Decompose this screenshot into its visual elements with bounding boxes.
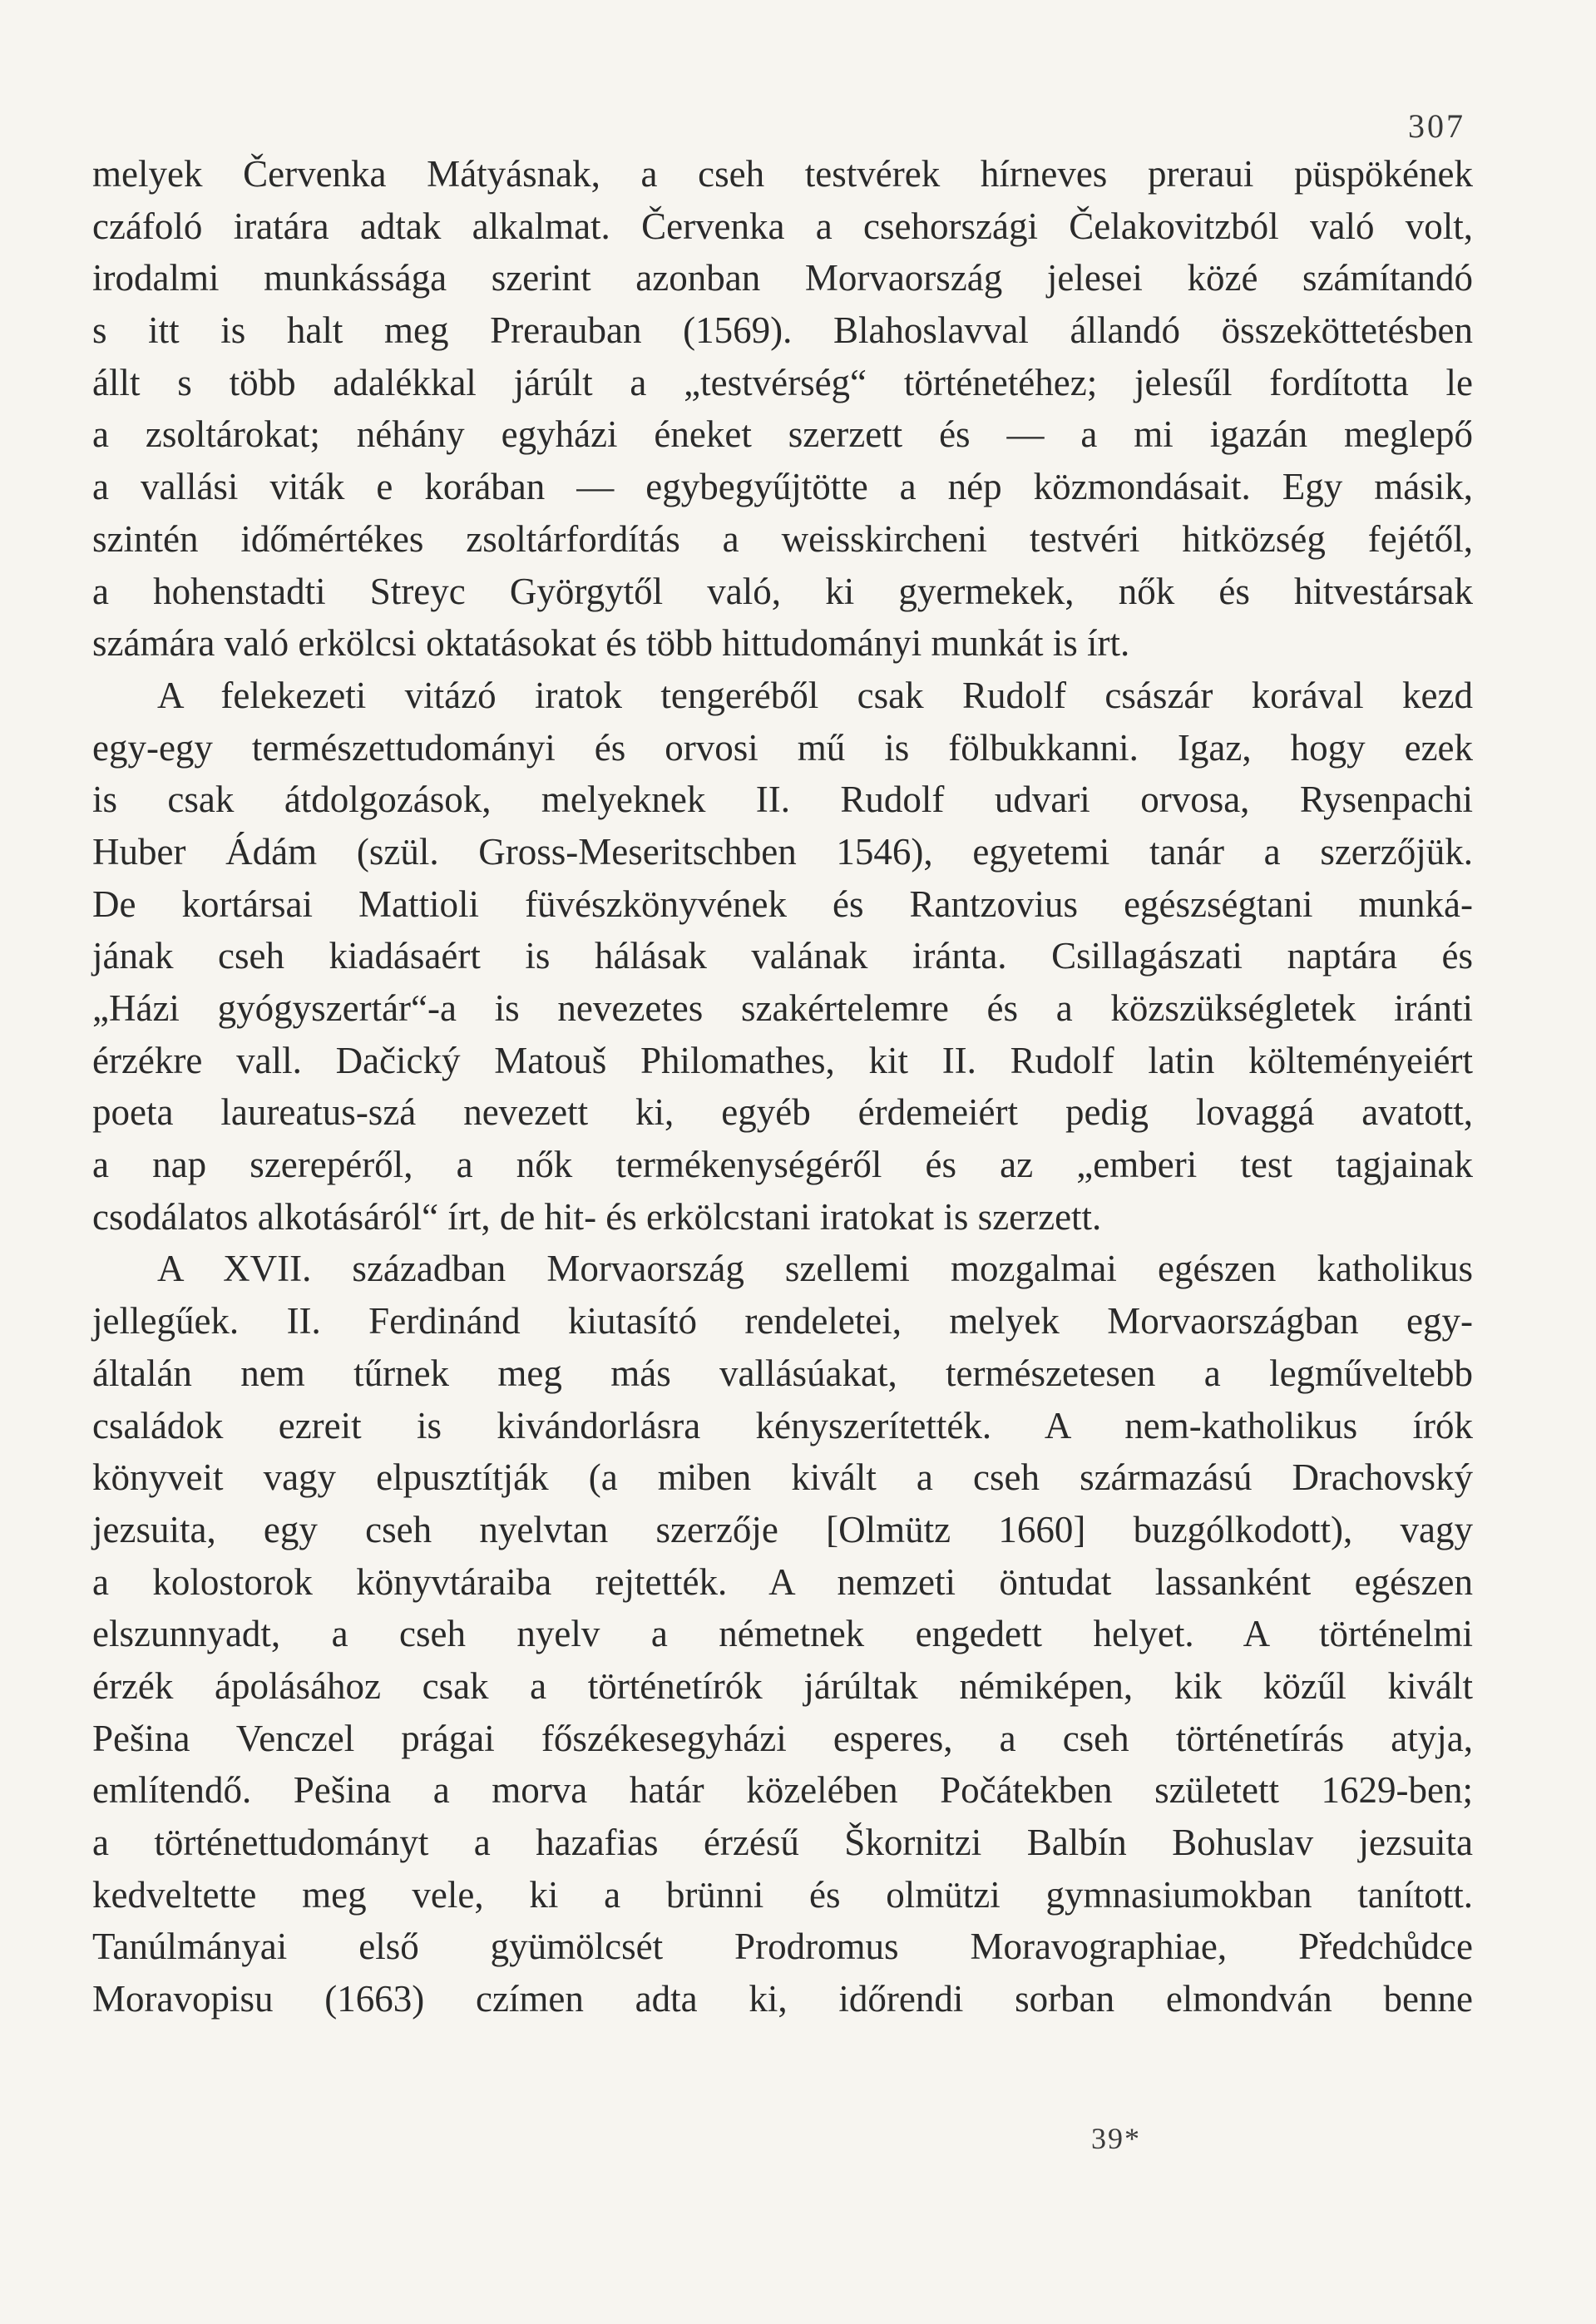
- text-line: is csak átdolgozások, melyeknek II. Rudolf udvari orvosa, Rysenpachi: [92, 779, 1473, 821]
- text-line: szintén időmértékes zsoltárfordítás a weisskircheni testvéri hitközség fejétől,: [92, 517, 1473, 560]
- text-line: érzék ápolásához csak a történetírók járúltak némiképen, kik közűl kivált: [92, 1664, 1473, 1707]
- signature-mark: 39*: [1091, 2122, 1141, 2155]
- text-line: általán nem tűrnek meg más vallásúakat, természetesen a legműveltebb: [92, 1352, 1473, 1394]
- text-line: s itt is halt meg Prerauban (1569). Blahoslavval állandó összeköttetésben: [92, 309, 1473, 352]
- text-line: a hohenstadti Streyc Györgytől való, ki gyermekek, nők és hitvestársak: [92, 570, 1473, 612]
- page-number: 307: [1408, 107, 1465, 145]
- text-line: Moravopisu (1663) czímen adta ki, időrendi sorban elmondván benne: [92, 1978, 1473, 2020]
- text-line: érzékre vall. Dačický Matouš Philomathes, kit II. Rudolf latin költeményeiért: [92, 1039, 1473, 1081]
- text-line: Huber Ádám (szül. Gross-Meseritschben 1546), egyetemi tanár a szerzőjük.: [92, 830, 1473, 873]
- text-line: A felekezeti vitázó iratok tengeréből csak Rudolf császár korával kezd: [157, 674, 1473, 716]
- text-line: elszunnyadt, a cseh nyelv a németnek engedett helyet. A történelmi: [92, 1613, 1473, 1655]
- body-text: [92, 148, 1473, 2025]
- text-line: könyveit vagy elpusztítják (a miben kivált a cseh származású Drachovský: [92, 1456, 1473, 1499]
- text-line: jellegűek. II. Ferdinánd kiutasító rendeletei, melyek Morvaországban egy-: [92, 1300, 1473, 1342]
- text-line: irodalmi munkássága szerint azonban Morvaország jelesei közé számítandó: [92, 257, 1473, 299]
- text-line: Pešina Venczel prágai főszékesegyházi esperes, a cseh történetírás atyja,: [92, 1717, 1473, 1759]
- text-line: poeta laureatus-szá nevezett ki, egyéb érdemeiért pedig lovaggá avatott,: [92, 1091, 1473, 1134]
- text-line: Tanúlmányai első gyümölcsét Prodromus Moravographiae, Předchůdce: [92, 1926, 1473, 1968]
- text-line: említendő. Pešina a morva határ közelében Počátekben született 1629-ben;: [92, 1769, 1473, 1812]
- text-line: a vallási viták e korában — egybegyűjtötte a nép közmondásait. Egy másik,: [92, 466, 1473, 508]
- text-line: a nap szerepéről, a nők termékenységéről és az „emberi test tagjainak: [92, 1144, 1473, 1186]
- text-line: melyek Červenka Mátyásnak, a cseh testvérek hírneves preraui püspökének: [92, 153, 1473, 195]
- text-line: a történettudományt a hazafias érzésű Škornitzi Balbín Bohuslav jezsuita: [92, 1822, 1473, 1863]
- text-line: egy-egy természettudományi és orvosi mű is fölbukkanni. Igaz, hogy ezek: [92, 726, 1473, 769]
- text-line: De kortársai Mattioli füvészkönyvének és Rantzovius egészségtani munká-: [92, 883, 1473, 925]
- text-line: jának cseh kiadásaért is hálásak valának iránta. Csillagászati naptára és: [92, 935, 1473, 977]
- text-line: a zsoltárokat; néhány egyházi éneket szerzett és — a mi igazán meglepő: [92, 413, 1473, 456]
- text-line: állt s több adalékkal járúlt a „testvérség“ történetéhez; jelesűl fordította le: [92, 361, 1473, 403]
- text-line: czáfoló iratára adtak alkalmat. Červenka a csehországi Čelakovitzból való volt,: [92, 205, 1473, 247]
- text-line: A XVII. században Morvaország szellemi mozgalmai egészen katholikus: [157, 1248, 1473, 1290]
- text-line: „Házi gyógyszertár“-a is nevezetes szakértelemre és a közszükségletek iránti: [92, 987, 1473, 1029]
- text-line: családok ezreit is kivándorlásra kényszerítették. A nem-katholikus írók: [92, 1404, 1473, 1446]
- text-line: kedveltette meg vele, ki a brünni és olmützi gymnasiumokban tanított.: [92, 1873, 1473, 1916]
- text-line: a kolostorok könyvtáraiba rejtették. A nemzeti öntudat lassanként egészen: [92, 1560, 1473, 1603]
- text-line: csodálatos alkotásáról“ írt, de hit- és erkölcstani iratokat is szerzett.: [92, 1195, 1102, 1238]
- text-line: számára való erkölcsi oktatásokat és több hittudományi munkát is írt.: [92, 622, 1130, 665]
- text-line: jezsuita, egy cseh nyelvtan szerzője [Olmütz 1660] buzgólkodott), vagy: [92, 1508, 1473, 1550]
